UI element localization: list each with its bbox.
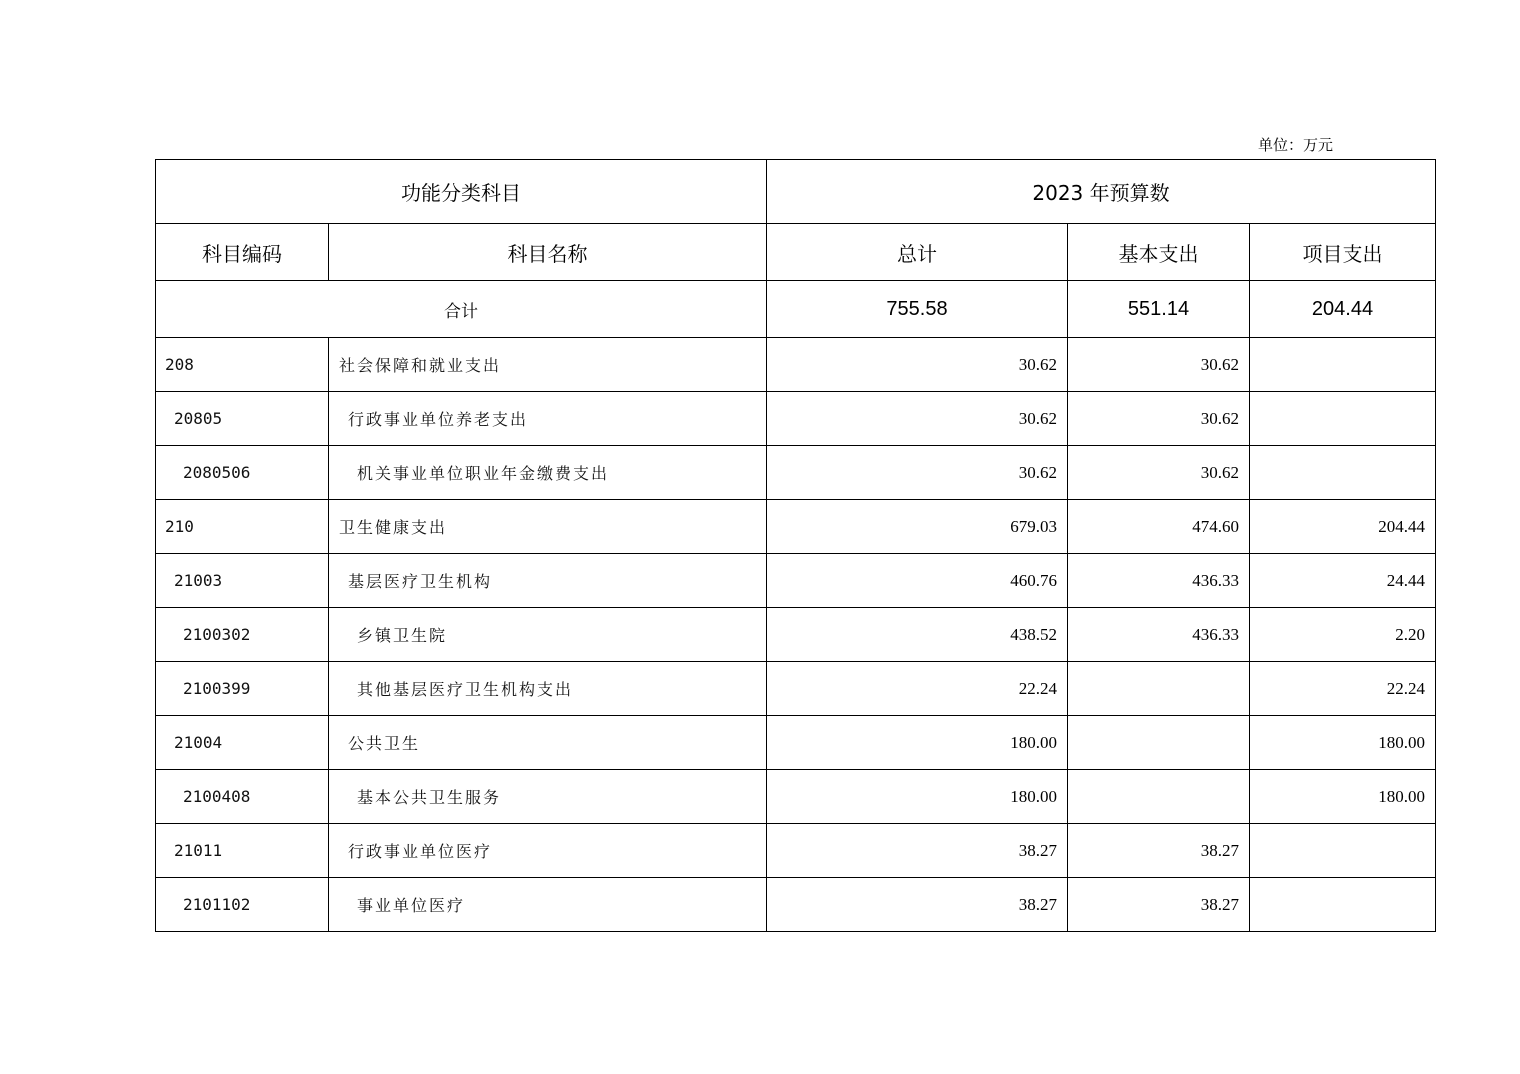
row-project: 22.24 [1250,662,1436,716]
row-code: 21011 [156,824,329,878]
header-name: 科目名称 [329,224,767,281]
row-project [1250,392,1436,446]
summary-label: 合计 [156,281,767,338]
row-code: 21004 [156,716,329,770]
row-total: 30.62 [767,338,1068,392]
row-name: 行政事业单位养老支出 [329,392,767,446]
summary-basic: 551.14 [1068,281,1250,338]
row-project [1250,446,1436,500]
row-code: 2100302 [156,608,329,662]
row-code: 21003 [156,554,329,608]
row-project: 204.44 [1250,500,1436,554]
summary-project: 204.44 [1250,281,1436,338]
row-total: 30.62 [767,446,1068,500]
row-name: 卫生健康支出 [329,500,767,554]
row-code: 20805 [156,392,329,446]
summary-row [156,281,1436,338]
row-total: 679.03 [767,500,1068,554]
row-basic: 30.62 [1068,392,1250,446]
header-row-2 [156,224,1436,281]
row-basic: 30.62 [1068,446,1250,500]
row-name: 基层医疗卫生机构 [329,554,767,608]
row-project [1250,338,1436,392]
row-basic [1068,770,1250,824]
header-budget-year: 2023 年预算数 [767,160,1436,224]
row-name: 行政事业单位医疗 [329,824,767,878]
header-category: 功能分类科目 [156,160,767,224]
row-project [1250,878,1436,932]
row-total: 30.62 [767,392,1068,446]
row-project [1250,824,1436,878]
row-total: 180.00 [767,716,1068,770]
header-row-1 [156,160,1436,224]
table-row [156,554,1436,608]
row-basic [1068,662,1250,716]
row-name: 机关事业单位职业年金缴费支出 [329,446,767,500]
row-project: 180.00 [1250,716,1436,770]
table-row [156,338,1436,392]
row-name: 公共卫生 [329,716,767,770]
budget-table [155,159,1436,932]
row-name: 社会保障和就业支出 [329,338,767,392]
row-project: 180.00 [1250,770,1436,824]
row-project: 24.44 [1250,554,1436,608]
header-basic: 基本支出 [1068,224,1250,281]
row-total: 38.27 [767,878,1068,932]
table-row [156,824,1436,878]
row-basic: 38.27 [1068,824,1250,878]
table-row [156,608,1436,662]
unit-label: 单位：万元 [1258,136,1334,154]
row-basic: 436.33 [1068,608,1250,662]
row-basic: 30.62 [1068,338,1250,392]
row-basic [1068,716,1250,770]
row-name: 乡镇卫生院 [329,608,767,662]
row-name: 其他基层医疗卫生机构支出 [329,662,767,716]
row-code: 2100399 [156,662,329,716]
table-row [156,500,1436,554]
row-code: 2100408 [156,770,329,824]
table-row [156,662,1436,716]
row-project: 2.20 [1250,608,1436,662]
table-row [156,716,1436,770]
row-code: 2080506 [156,446,329,500]
row-total: 22.24 [767,662,1068,716]
table-row [156,770,1436,824]
row-basic: 474.60 [1068,500,1250,554]
table-row [156,446,1436,500]
row-code: 208 [156,338,329,392]
row-total: 460.76 [767,554,1068,608]
row-total: 38.27 [767,824,1068,878]
row-name: 基本公共卫生服务 [329,770,767,824]
row-code: 210 [156,500,329,554]
row-basic: 38.27 [1068,878,1250,932]
table-row [156,392,1436,446]
row-code: 2101102 [156,878,329,932]
header-project: 项目支出 [1250,224,1436,281]
header-total: 总计 [767,224,1068,281]
row-basic: 436.33 [1068,554,1250,608]
row-total: 438.52 [767,608,1068,662]
row-total: 180.00 [767,770,1068,824]
header-code: 科目编码 [156,224,329,281]
table-row [156,878,1436,932]
summary-total: 755.58 [767,281,1068,338]
row-name: 事业单位医疗 [329,878,767,932]
